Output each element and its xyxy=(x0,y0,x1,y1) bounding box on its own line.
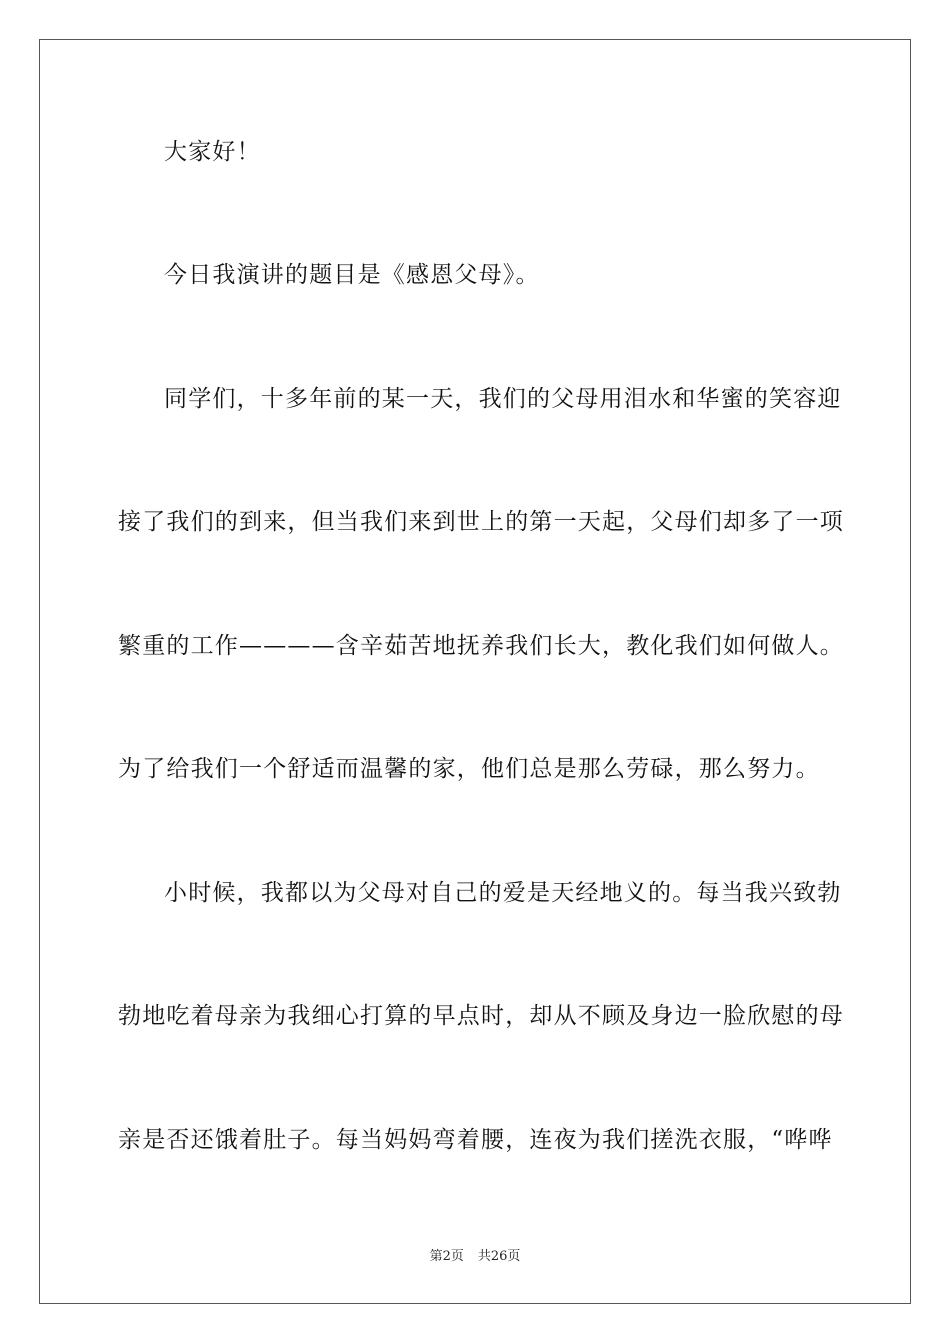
paragraph-line: 为了给我们一个舒适而温馨的家，他们总是那么劳碌，那么努力。 xyxy=(118,756,820,782)
page-border xyxy=(39,39,911,1304)
paragraph-line: 接了我们的到来，但当我们来到世上的第一天起，父母们却多了一项 xyxy=(118,509,844,535)
paragraph-line: 亲是否还饿着肚子。每当妈妈弯着腰，连夜为我们搓洗衣服，“哗哗 xyxy=(118,1127,833,1153)
paragraph-line: 繁重的工作————含辛茹苦地抚养我们长大，教化我们如何做人。 xyxy=(118,633,844,659)
page-footer xyxy=(0,1248,950,1266)
paragraph-line: 同学们，十多年前的某一天，我们的父母用泪水和华蜜的笑容迎 xyxy=(164,386,842,412)
page-number: 第2页 xyxy=(429,1249,464,1264)
paragraph-line: 今日我演讲的题目是《感恩父母》。 xyxy=(164,262,540,288)
paragraph-line: 勃地吃着母亲为我细心打算的早点时，却从不顾及身边一脸欣慰的母 xyxy=(118,1003,844,1029)
paragraph-line: 大家好！ xyxy=(164,139,261,165)
page-total: 共26页 xyxy=(477,1249,521,1264)
paragraph-line: 小时候，我都以为父母对自己的爱是天经地义的。每当我兴致勃 xyxy=(164,880,842,906)
